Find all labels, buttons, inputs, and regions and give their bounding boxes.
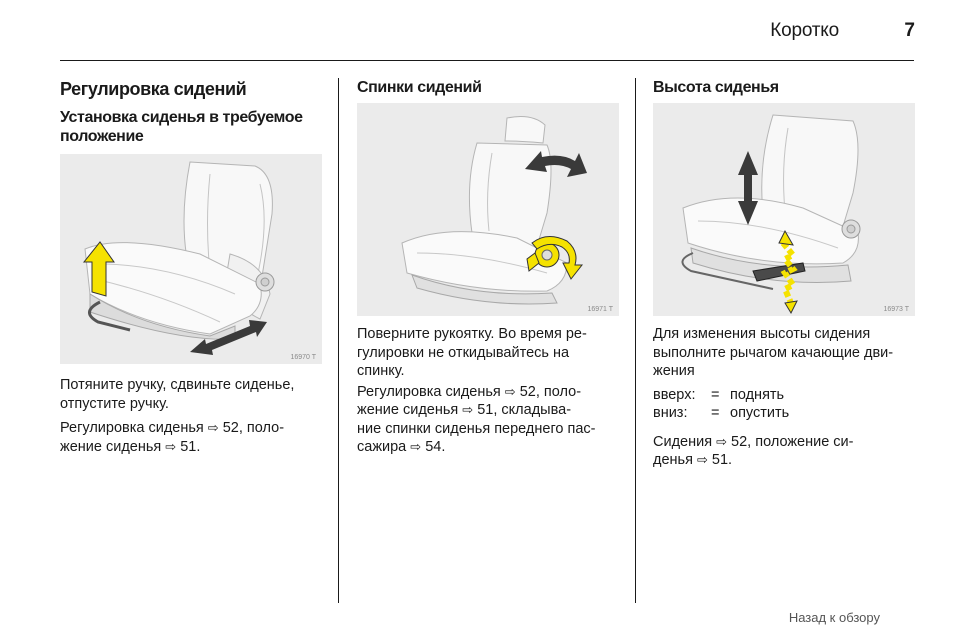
text-line: 52, поло- bbox=[519, 383, 582, 400]
subheading-line: Установка сиденья в требуемое bbox=[60, 109, 303, 126]
text-line: ние спинки сиденья переднего пас- bbox=[357, 420, 596, 437]
text-line: гулировки не откидывайтесь на bbox=[357, 344, 570, 361]
page-number: 7 bbox=[904, 20, 915, 41]
legend-row-down bbox=[653, 404, 915, 423]
text-line: жение сиденья bbox=[60, 438, 162, 455]
text-line: Регулировка сиденья bbox=[357, 383, 501, 400]
reference-arrow-icon: ⇨ bbox=[410, 439, 422, 454]
legend-key: вниз: bbox=[653, 405, 688, 421]
legend-equals: = bbox=[711, 386, 720, 403]
legend-key: вверх: bbox=[653, 386, 696, 403]
legend-equals: = bbox=[711, 405, 720, 421]
back-to-overview-link[interactable]: Назад к обзору bbox=[788, 610, 880, 625]
figure-number: 16973 T bbox=[883, 306, 909, 313]
heading-seat-backs: Спинки сидений bbox=[357, 79, 482, 96]
header-divider bbox=[60, 60, 914, 61]
seat-height-illustration bbox=[653, 103, 915, 316]
paragraph-references bbox=[653, 433, 915, 470]
text-line: сажира bbox=[357, 439, 407, 455]
heading-seat-height: Высота сиденья bbox=[653, 79, 779, 96]
text-line: Сидения bbox=[653, 433, 713, 450]
section-title: Коротко bbox=[770, 20, 839, 41]
figure-seat-slide bbox=[60, 154, 322, 364]
text-line: денья bbox=[653, 452, 693, 468]
text-line: 51. bbox=[180, 438, 201, 455]
subheading-line: положение bbox=[60, 128, 144, 145]
text-line: Регулировка сиденья bbox=[60, 420, 204, 436]
text-line: 51, складыва- bbox=[477, 402, 572, 418]
figure-seat-height bbox=[653, 103, 915, 316]
text-line: 52, положение си- bbox=[731, 433, 854, 450]
text-line: отпустите ручку. bbox=[60, 395, 169, 412]
text-line: Поверните рукоятку. Во время ре- bbox=[357, 326, 587, 342]
text-line: жение сиденья bbox=[357, 402, 459, 418]
text-line: жения bbox=[653, 363, 695, 379]
paragraph-backrest-instructions bbox=[357, 325, 622, 381]
text-line: Для изменения высоты сидения bbox=[653, 326, 871, 342]
figure-backrest bbox=[357, 103, 619, 316]
column-seat-adjustment bbox=[60, 78, 330, 456]
reference-arrow-icon: ⇨ bbox=[207, 420, 219, 435]
column-seat-backs bbox=[357, 78, 622, 457]
paragraph-slide-instructions bbox=[60, 376, 330, 413]
text-line: спинку. bbox=[357, 363, 405, 379]
text-line: 54. bbox=[425, 439, 446, 455]
text-line: 51. bbox=[711, 452, 733, 468]
reference-arrow-icon: ⇨ bbox=[462, 402, 474, 417]
text-line: выполните рычагом качающие дви- bbox=[653, 344, 894, 361]
up-down-legend bbox=[653, 386, 915, 423]
subheading-seat-position bbox=[60, 108, 330, 146]
reference-arrow-icon: ⇨ bbox=[504, 383, 516, 399]
column-seat-height bbox=[653, 78, 915, 470]
heading-seat-adjustment: Регулировка сидений bbox=[60, 79, 247, 99]
paragraph-references bbox=[357, 383, 622, 457]
column-divider-1 bbox=[338, 78, 339, 603]
text-line: 52, поло- bbox=[222, 420, 285, 436]
legend-value: опустить bbox=[730, 405, 790, 421]
reference-arrow-icon: ⇨ bbox=[165, 438, 177, 454]
legend-value: поднять bbox=[730, 386, 785, 403]
paragraph-references bbox=[60, 419, 330, 456]
paragraph-height-instructions bbox=[653, 325, 915, 381]
legend-row-up bbox=[653, 386, 915, 405]
reference-arrow-icon: ⇨ bbox=[716, 433, 727, 449]
figure-number: 16970 T bbox=[290, 354, 316, 361]
text-line: Потяните ручку, сдвиньте сиденье, bbox=[60, 377, 295, 393]
column-divider-2 bbox=[635, 78, 636, 603]
figure-number: 16971 T bbox=[587, 306, 613, 313]
seat-slide-illustration bbox=[60, 154, 322, 364]
backrest-illustration bbox=[357, 103, 619, 316]
reference-arrow-icon: ⇨ bbox=[696, 452, 708, 467]
